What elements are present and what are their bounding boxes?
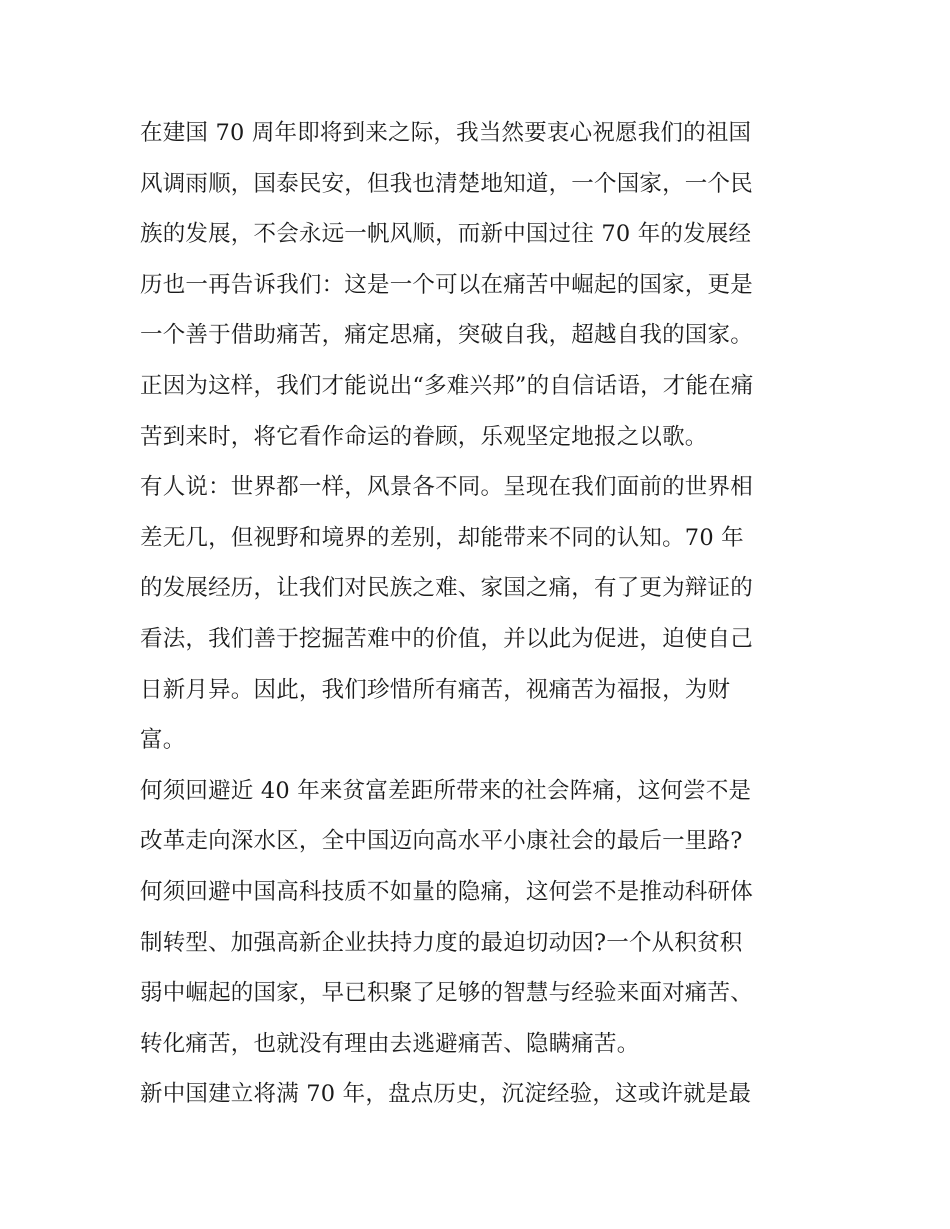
text-line: 富。 bbox=[140, 727, 186, 754]
text-line: 的发展经历，让我们对民族之难、家国之痛，有了更为辩证的 bbox=[140, 575, 753, 602]
text-line: 制转型、加强高新企业扶持力度的最迫切动因?一个从积贫积 bbox=[140, 929, 743, 956]
text-line: 族的发展，不会永远一帆风顺，而新中国过往 70 年的发展经 bbox=[140, 221, 752, 248]
text-line: 在建国 70 周年即将到来之际，我当然要衷心祝愿我们的祖国 bbox=[140, 120, 752, 146]
text-line: 一个善于借助痛苦，痛定思痛，突破自我，超越自我的国家。 bbox=[140, 322, 753, 349]
text-line: 看法，我们善于挖掘苦难中的价值，并以此为促进，迫使自己 bbox=[140, 625, 753, 652]
text-line: 改革走向深水区，全中国迈向高水平小康社会的最后一里路? bbox=[140, 828, 743, 855]
document-body bbox=[140, 108, 820, 1120]
text-line: 何须回避近 40 年来贫富差距所带来的社会阵痛，这何尝不是 bbox=[140, 777, 752, 804]
text-line: 历也一再告诉我们：这是一个可以在痛苦中崛起的国家，更是 bbox=[140, 271, 753, 298]
text-line: 正因为这样，我们才能说出“多难兴邦”的自信话语，才能在痛 bbox=[140, 372, 754, 399]
text-line: 转化痛苦，也就没有理由去逃避痛苦、隐瞒痛苦。 bbox=[140, 1030, 640, 1057]
text-line: 苦到来时，将它看作命运的眷顾，乐观坚定地报之以歌。 bbox=[140, 423, 708, 450]
text-line: 何须回避中国高科技质不如量的隐痛，这何尝不是推动科研体 bbox=[140, 878, 753, 905]
text-line: 弱中崛起的国家，早已积聚了足够的智慧与经验来面对痛苦、 bbox=[140, 980, 753, 1007]
text-line: 日新月异。因此，我们珍惜所有痛苦，视痛苦为福报，为财 bbox=[140, 676, 731, 703]
text-line: 有人说：世界都一样，风景各不同。呈现在我们面前的世界相 bbox=[140, 474, 753, 501]
text-line: 风调雨顺，国泰民安，但我也清楚地知道，一个国家，一个民 bbox=[140, 170, 753, 197]
text-line: 新中国建立将满 70 年，盘点历史，沉淀经验，这或许就是最 bbox=[140, 1081, 752, 1108]
text-line: 差无几，但视野和境界的差别，却能带来不同的认知。70 年 bbox=[140, 524, 744, 551]
